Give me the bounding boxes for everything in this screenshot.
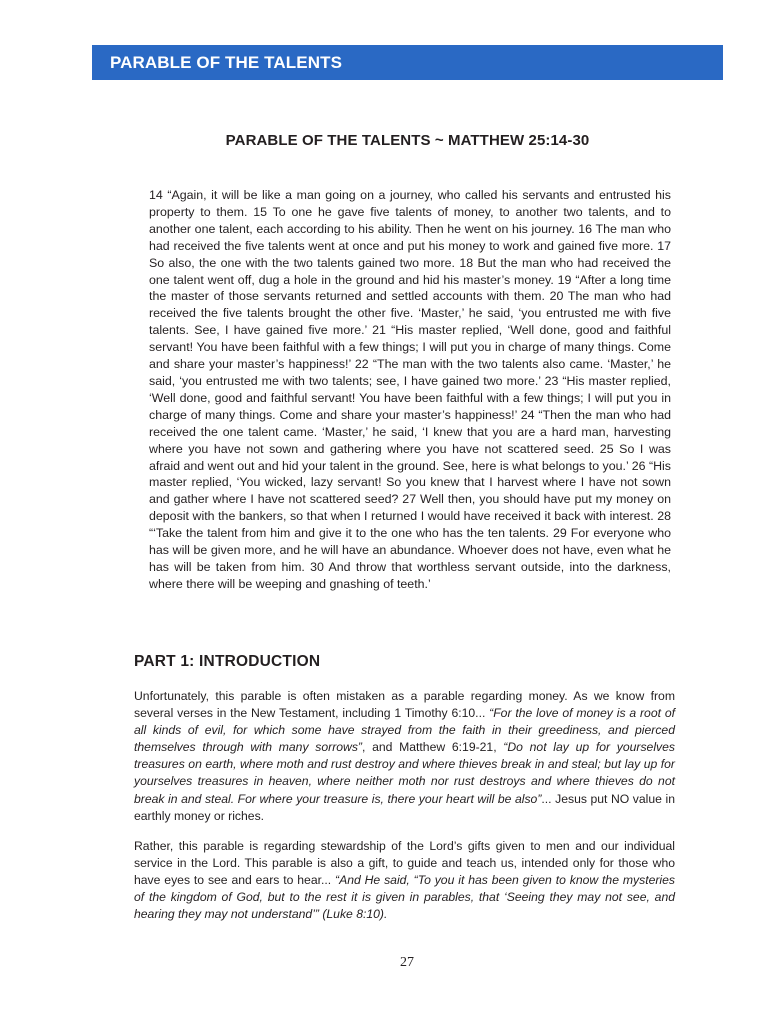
- stewardship-text: Rather, this parable is regarding stewardship of the Lord’s gifts given to men and our individual service in the Lord. This parable is also a gift, to guide and teach us, intended only for those who have eyes to see and ears to hear...: [134, 839, 675, 888]
- introduction-paragraph-1: [134, 688, 675, 825]
- intro-text: Unfortunately, this parable is often mistaken as a parable regarding money. As we know from several verses in the New Testament, including 1 Timothy 6:10...: [134, 689, 675, 721]
- chapter-banner: [92, 45, 723, 80]
- chapter-banner-title: PARABLE OF THE TALENTS: [110, 53, 343, 72]
- quote-matthew: “Do not lay up for yourselves treasures on earth, where moth and rust destroy and where thieves break in and steal; but lay up for yourselves treasures in heaven, where neither moth nor rust destroys and where thieves do not break in and steal. For where your treasure is, there your heart will be also”: [134, 740, 676, 806]
- section-heading: PART 1: INTRODUCTION: [134, 653, 321, 670]
- quote-1-timothy: “For the love of money is a root of all kinds of evil, for which some have strayed from the faith in their greediness, and pierced themselves through with many sorrows”: [134, 706, 675, 755]
- page-number: 27: [400, 955, 414, 970]
- intro-text-connector: , and Matthew 6:19-21,: [361, 740, 504, 755]
- scripture-title: PARABLE OF THE TALENTS ~ MATTHEW 25:14-30: [225, 132, 590, 149]
- quote-luke: “And He said, “To you it has been given to know the mysteries of the kingdom of God, but to the rest it is given in parables, that ‘Seeing they may not see, and hearing they may not understand’” (Luke 8:10).: [134, 873, 675, 922]
- scripture-passage: 14 “Again, it will be like a man going on a journey, who called his servants and entrusted his property to them. 15 To one he gave five talents of money, to another two talents, and to another one talent, each according to his ability. Then he went on his journey. 16 The man who had received the five talents went at once and put his money to work and gained five more. 17 So also, the one with the two talents gained two more. 18 But the man who had received the one talent went off, dug a hole in the ground and hid his master’s money. 19 “After a long time the master of those servants returned and settled accounts with them. 20 The man who had received the five talents brought the other five. ‘Master,’ he said, ‘you entrusted me with five talents. See, I have gained five more.’ 21 “His master replied, ‘Well done, good and faithful servant! You have been faithful with a few things; I will put you in charge of many things. Come and share your master’s happiness!’ 22 “The man with the two talents also came. ‘Master,’ he said, ‘you entrusted me with two talents; see, I have gained two more.’ 23 “His master replied, ‘Well done, good and faithful servant! You have been faithful with a few things; I will put you in charge of many things. Come and share your master’s happiness!’ 24 “Then the man who had received the one talent came. ‘Master,’ he said, ‘I knew that you are a hard man, harvesting where you have not sown and gathering where you have not scattered seed. 25 So I was afraid and went out and hid your talent in the ground. See, here is what belongs to you.’ 26 “His master replied, ‘You wicked, lazy servant! So you knew that I harvest where I have not sown and gather where I have not scattered seed? 27 Well then, you should have put my money on deposit with the bankers, so that when I returned I would have received it back with interest. 28 “‘Take the talent from him and give it to the one who has the ten talents. 29 For everyone who has will be given more, and he will have an abundance. Whoever does not have, even what he has will be taken from him. 30 And throw that worthless servant outside, into the darkness, where there will be weeping and gnashing of teeth.’: [149, 188, 671, 591]
- introduction-paragraph-2: [134, 838, 675, 923]
- intro-text-conclusion: ... Jesus put NO value in earthly money or riches.: [134, 791, 675, 823]
